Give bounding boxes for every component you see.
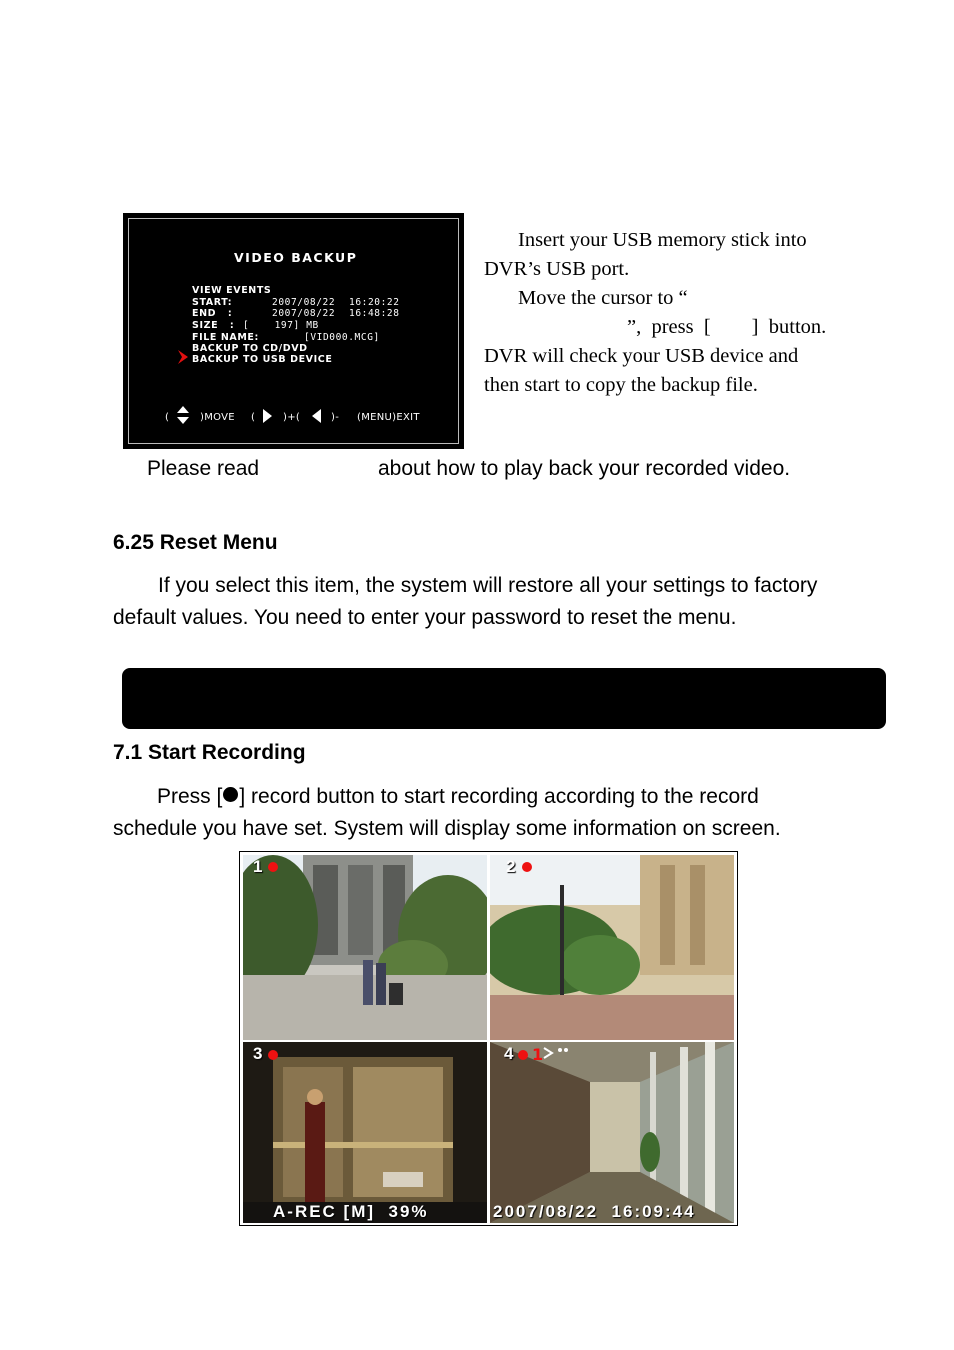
read-note-left: Please read — [147, 457, 260, 480]
section-625-heading: 6.25 Reset Menu — [113, 531, 278, 554]
date-time-display: 2007/08/22 16:09:44 — [493, 1202, 696, 1221]
camera-2-view[interactable] — [490, 855, 734, 1040]
camera-4-number: 4 — [504, 1044, 514, 1063]
camera-1-number: 1 — [253, 857, 263, 876]
left-arrow-icon — [312, 409, 321, 423]
intro-line-6: then start to copy the backup file. — [484, 374, 758, 396]
camera-4-rec-icon — [518, 1050, 528, 1060]
osd-footer-exit: (MENU)EXIT — [357, 412, 420, 423]
camera-3-view[interactable] — [243, 1042, 487, 1223]
read-note-right: about how to play back your recorded video. — [378, 457, 791, 480]
camera-3-number: 3 — [253, 1044, 263, 1063]
camera-1-rec-icon — [268, 862, 278, 872]
osd-screen — [128, 218, 459, 444]
intro-line-3: Move the cursor to “ — [518, 287, 688, 309]
section-71-line-1 — [157, 781, 759, 813]
osd-file-label: FILE NAME: — [192, 332, 259, 343]
osd-end-label: END : — [192, 308, 233, 319]
camera-3-image — [243, 1042, 487, 1223]
intro-line-1: Insert your USB memory stick into — [518, 229, 807, 251]
section-71-press: Press [ — [157, 785, 223, 808]
camera-quad-view — [239, 851, 738, 1226]
intro-line-5: DVR will check your USB device and — [484, 345, 799, 367]
motion-alarm-icon — [530, 1044, 570, 1064]
osd-start-label: START: — [192, 297, 233, 308]
section-625-line-2: default values. You need to enter your password to reset the menu. — [113, 606, 737, 629]
osd-backup-cd[interactable]: BACKUP TO CD/DVD — [192, 343, 308, 354]
section-71-heading: 7.1 Start Recording — [113, 741, 306, 764]
camera-2-image — [490, 855, 734, 1040]
osd-size-value: [ 197] MB — [243, 320, 319, 331]
record-dot-icon — [223, 787, 238, 802]
osd-footer-plus: )+( — [283, 412, 301, 423]
osd-footer-minus: )- — [331, 412, 340, 423]
osd-footer-paren2: ( — [251, 412, 256, 423]
video-backup-screenshot — [123, 213, 464, 449]
osd-cursor-arrow-icon — [178, 350, 188, 364]
recording-status: A-REC [M] 39% — [273, 1202, 429, 1221]
svg-text:1: 1 — [532, 1045, 544, 1064]
intro-line-4: ”, press [ ] button. — [627, 316, 827, 338]
camera-2-number: 2 — [506, 857, 516, 876]
osd-end-date: 2007/08/22 — [272, 308, 336, 319]
osd-footer-move: )MOVE — [200, 412, 235, 423]
osd-footer-paren: ( — [165, 412, 170, 423]
up-down-arrow-icon — [177, 406, 189, 424]
osd-start-date: 2007/08/22 — [272, 297, 336, 308]
section-71-rest: ] record button to start recording according to the record — [239, 785, 759, 808]
camera-1-image — [243, 855, 487, 1040]
camera-1-view[interactable] — [243, 855, 487, 1040]
camera-4-image — [490, 1042, 734, 1223]
camera-2-rec-icon — [522, 862, 532, 872]
section-625-line-1: If you select this item, the system will restore all your settings to factory — [158, 574, 818, 597]
camera-4-view[interactable] — [490, 1042, 734, 1223]
osd-size-label: SIZE : — [192, 320, 235, 331]
osd-end-time: 16:48:28 — [349, 308, 400, 319]
osd-view-events: VIEW EVENTS — [192, 285, 272, 296]
osd-backup-usb[interactable]: BACKUP TO USB DEVICE — [192, 354, 333, 365]
osd-title: VIDEO BACKUP — [234, 250, 358, 265]
chapter-header-bar — [122, 668, 886, 729]
right-arrow-icon — [263, 409, 272, 423]
camera-3-rec-icon — [268, 1050, 278, 1060]
intro-line-2: DVR’s USB port. — [484, 258, 630, 280]
section-71-line-2: schedule you have set. System will display some information on screen. — [113, 817, 781, 840]
osd-file-value: [VID000.MCG] — [304, 332, 380, 343]
osd-start-time: 16:20:22 — [349, 297, 400, 308]
